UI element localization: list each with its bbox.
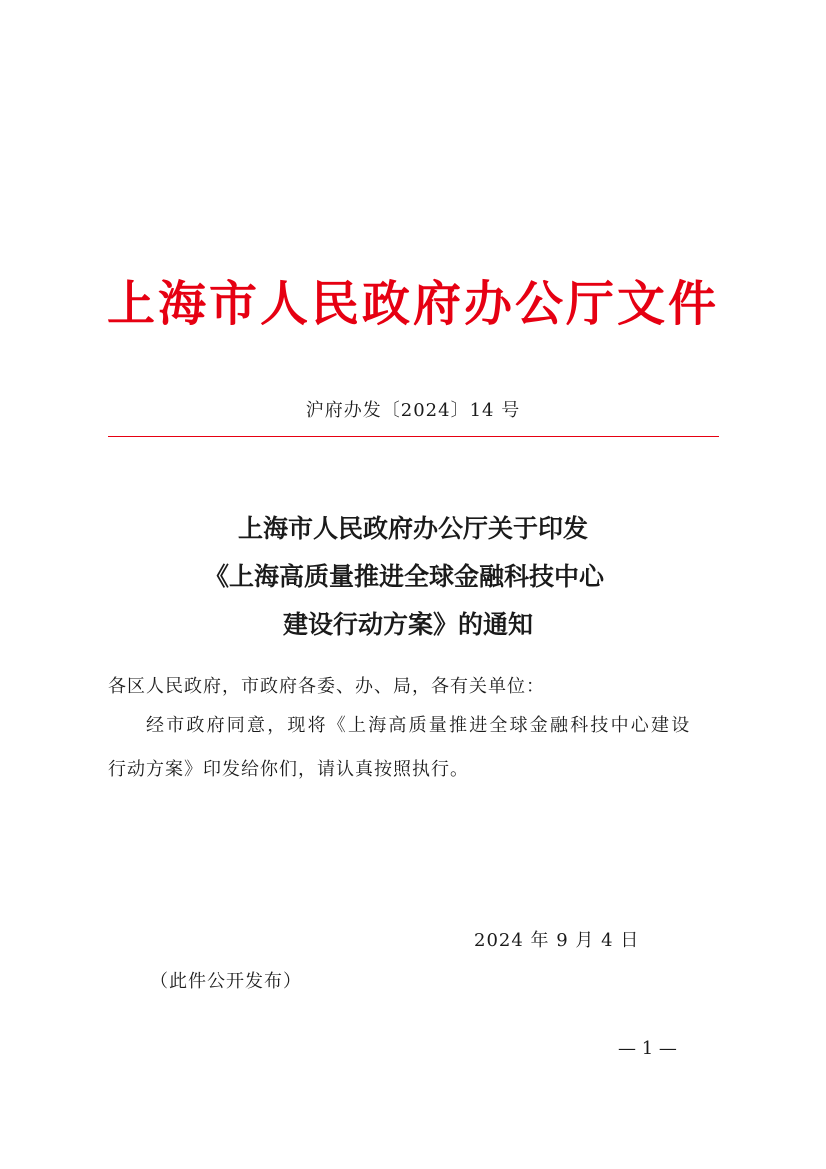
page-number: — 1 — xyxy=(618,1038,677,1059)
notice-title-line-2: 《上海高质量推进全球金融科技中心 xyxy=(203,562,604,591)
body-paragraph-line-2: 行动方案》印发给你们，请认真按照执行。 xyxy=(108,759,469,780)
notice-title-line-1: 上海市人民政府办公厅关于印发 xyxy=(237,514,588,543)
document-number: 沪府办发〔2024〕14 号 xyxy=(305,400,521,421)
publish-note: （此件公开发布） xyxy=(150,971,302,992)
body-paragraph-line-1: 经市政府同意，现将《上海高质量推进全球金融科技中心建设 xyxy=(146,715,692,736)
red-separator-line xyxy=(108,436,719,437)
salutation: 各区人民政府，市政府各委、办、局，各有关单位： xyxy=(108,676,545,697)
issue-date: 2024 年 9 月 4 日 xyxy=(474,930,640,951)
issuer-title: 上海市人民政府办公厅文件 xyxy=(106,276,719,332)
notice-title xyxy=(0,505,826,649)
notice-title-line-3: 建设行动方案》的通知 xyxy=(282,610,533,639)
